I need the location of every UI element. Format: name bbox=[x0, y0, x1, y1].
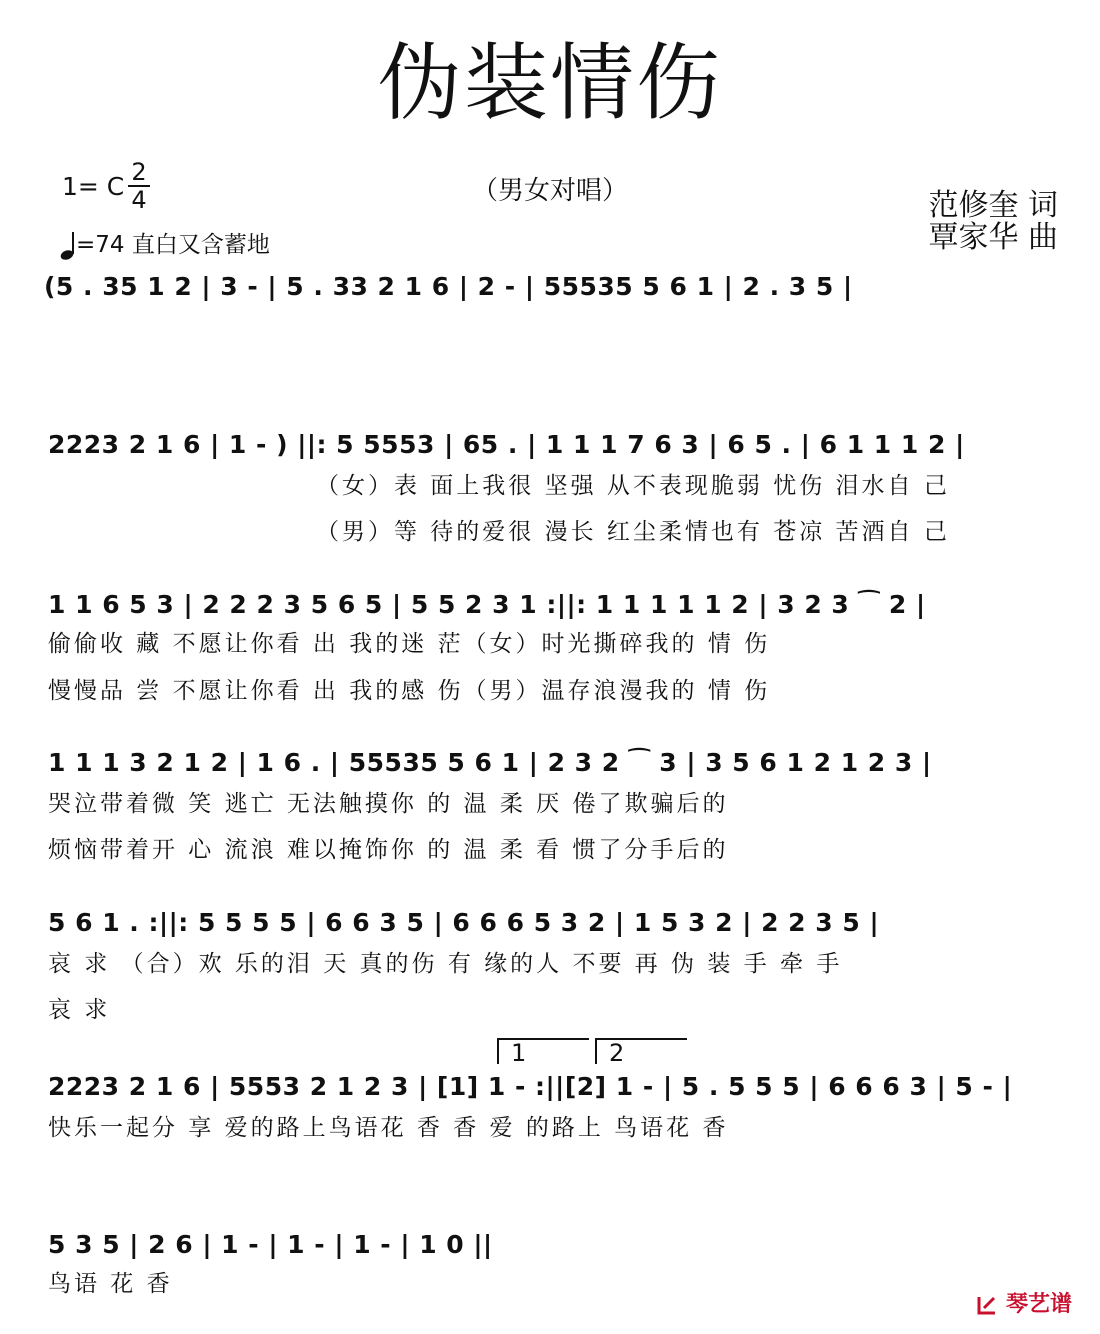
lyric-row-3-verse-2: 慢慢品 尝 不愿让你看 出 我的感 伤（男）温存浪漫我的 情 伤 bbox=[48, 678, 771, 704]
notation-row-6: 2223 2 1 6 | 5553 2 1 2 3 | [1] 1 - :||[2] 1 - | 5 . 5 5 5 | 6 6 6 3 | 5 - | bbox=[48, 1072, 1013, 1101]
composer-credit: 覃家华 曲 bbox=[928, 220, 1058, 255]
notation-row-1: (5 . 35 1 2 | 3 - | 5 . 33 2 1 6 | 2 - | 55535 5 6 1 | 2 . 3 5 | bbox=[44, 272, 853, 301]
logo-text: 琴艺谱 bbox=[1005, 1292, 1072, 1317]
tempo-marking bbox=[60, 226, 270, 261]
notation-row-5: 5 6 1 . :||: 5 5 5 5 | 6 6 3 5 | 6 6 6 5 3 2 | 1 5 3 2 | 2 2 3 5 | bbox=[48, 908, 880, 937]
lyric-row-7: 鸟语 花 香 bbox=[48, 1271, 173, 1297]
key-signature: 1= C bbox=[62, 172, 125, 201]
notation-row-3: 1 1 6 5 3 | 2 2 2 3 5 6 5 | 5 5 2 3 1 :||: 1 1 1 1 1 2 | 3 2 3 ⁀ 2 | bbox=[48, 590, 926, 619]
time-signature bbox=[128, 160, 150, 212]
score-title: 伪装情伤 bbox=[377, 34, 722, 132]
lyric-row-5-verse-2: 哀 求 bbox=[48, 997, 111, 1023]
lyric-row-3-verse-1: 偷偷收 藏 不愿让你看 出 我的迷 茫（女）时光撕碎我的 情 伤 bbox=[48, 631, 771, 657]
lyricist-credit: 范修奎 词 bbox=[928, 188, 1058, 223]
logo-icon bbox=[976, 1294, 998, 1316]
meter-top: 2 bbox=[131, 158, 147, 186]
meter-bottom: 4 bbox=[131, 186, 147, 214]
notation-row-4: 1 1 1 3 2 1 2 | 1 6 . | 55535 5 6 1 | 2 3 2 ⁀ 3 | 3 5 6 1 2 1 2 3 | bbox=[48, 748, 932, 777]
tempo-text: =74 直白又含蓄地 bbox=[76, 232, 270, 258]
lyric-row-2-verse-1: （女）表 面上我很 坚强 从不表现脆弱 忧伤 泪水自 己 bbox=[316, 473, 950, 499]
volta-first-ending: 1 bbox=[497, 1038, 589, 1064]
score-subtitle: （男女对唱） bbox=[471, 176, 628, 206]
lyric-row-4-verse-1: 哭泣带着微 笑 逃亡 无法触摸你 的 温 柔 厌 倦了欺骗后的 bbox=[48, 791, 729, 817]
lyric-row-5-verse-1: 哀 求 （合）欢 乐的泪 天 真的伤 有 缘的人 不要 再 伪 装 手 牵 手 bbox=[48, 951, 843, 977]
lyric-row-4-verse-2: 烦恼带着开 心 流浪 难以掩饰你 的 温 柔 看 惯了分手后的 bbox=[48, 837, 729, 863]
volta-second-ending: 2 bbox=[595, 1038, 687, 1064]
lyric-row-6: 快乐一起分 享 爱的路上鸟语花 香 香 爱 的路上 鸟语花 香 bbox=[48, 1115, 729, 1141]
site-logo bbox=[976, 1287, 1072, 1318]
quarter-note-icon bbox=[60, 231, 76, 261]
notation-row-7: 5 3 5 | 2 6 | 1 - | 1 - | 1 - | 1 0 || bbox=[48, 1230, 493, 1259]
credits bbox=[928, 190, 1058, 254]
notation-row-2: 2223 2 1 6 | 1 - ) ||: 5 5553 | 65 . | 1 1 1 7 6 3 | 6 5 . | 6 1 1 1 2 | bbox=[48, 430, 965, 459]
lyric-row-2-verse-2: （男）等 待的爱很 漫长 红尘柔情也有 苍凉 苦酒自 己 bbox=[316, 519, 950, 545]
